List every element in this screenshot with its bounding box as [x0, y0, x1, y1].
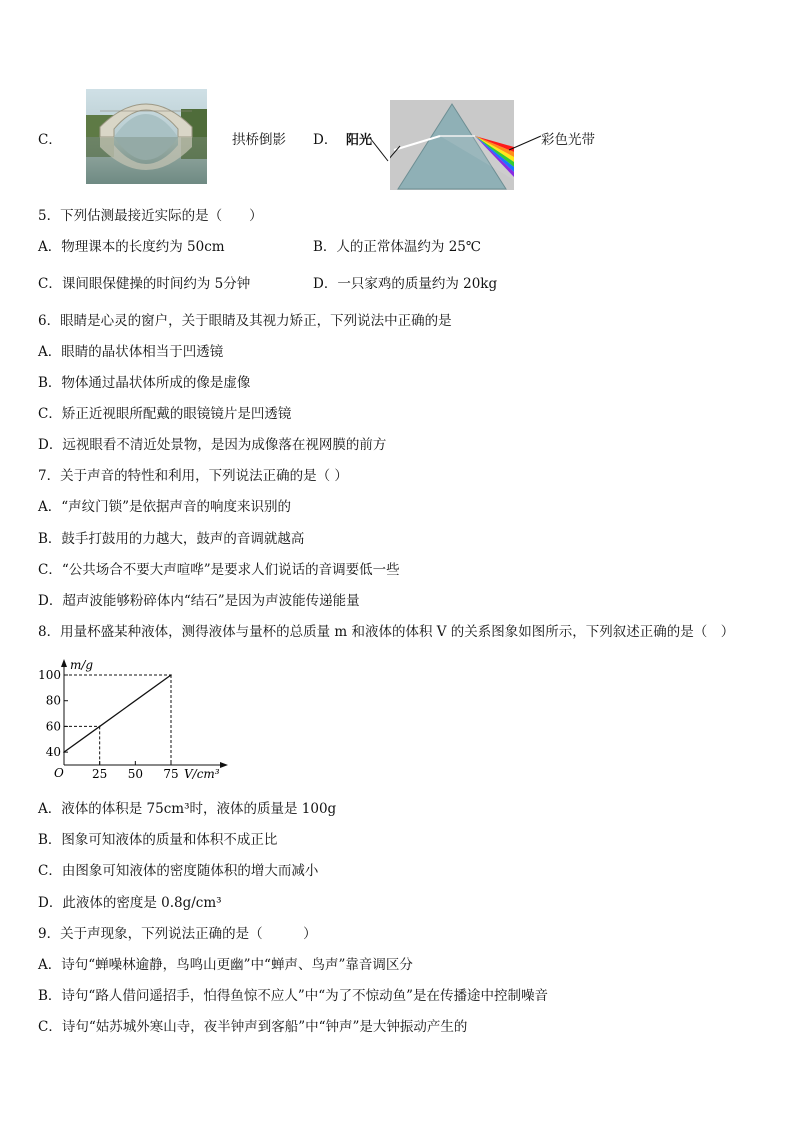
q9-option-a: A．诗句“蝉噪林逾静，鸟鸣山更幽”中“蝉声、鸟声”靠音调区分 [38, 957, 413, 973]
y-axis-label: m/g [70, 658, 94, 672]
q5-option-b: B．人的正常体温约为 25℃ [313, 239, 481, 255]
option-c-label: C． [38, 132, 62, 148]
series-line-m-v [64, 675, 171, 752]
x-axis-arrow [220, 762, 228, 768]
q8-stem: 8．用量杯盛某种液体，测得液体与量杯的总质量 m 和液体的体积 V 的关系图象如图所示，下列叙述正确的是（ ） [38, 624, 735, 640]
q8-option-b: B．图象可知液体的质量和体积不成正比 [38, 832, 278, 848]
q7-stem: 7．关于声音的特性和利用，下列说法正确的是（ ） [38, 468, 348, 484]
y-axis-arrow [61, 659, 67, 667]
x-tick-label-50: 50 [127, 767, 143, 781]
q8-option-a: A．液体的体积是 75cm³时，液体的质量是 100g [38, 801, 337, 817]
y-tick-label-100: 100 [38, 668, 61, 682]
y-tick-label-80: 80 [45, 693, 61, 708]
q7-option-c: C．“公共场合不要大声喧哗”是要求人们说话的音调要低一些 [38, 562, 400, 578]
q8-option-c: C．由图象可知液体的密度随体积的增大而减小 [38, 863, 319, 879]
sunlight-label: 阳光 [346, 133, 373, 148]
origin-label: O [54, 766, 64, 780]
band-pointer [505, 128, 545, 158]
color-band-caption: 彩色光带 [541, 132, 595, 148]
q6-option-c: C．矫正近视眼所配戴的眼镜镜片是凹透镜 [38, 406, 292, 422]
y-tick-label-40: 40 [45, 745, 61, 760]
q9-option-b: B．诗句“路人借问遥招手，怕得鱼惊不应人”中“为了不惊动鱼”是在传播途中控制噪音 [38, 988, 549, 1004]
y-tick-label-60: 60 [45, 719, 61, 734]
data-point-25 [99, 726, 101, 728]
option-d-label: D． [313, 132, 338, 148]
q7-option-b: B．鼓手打鼓用的力越大，鼓声的音调就越高 [38, 531, 305, 547]
sunlight-pointer [360, 128, 400, 168]
option-c-caption: 拱桥倒影 [232, 132, 286, 148]
prism-dispersion-figure [390, 100, 514, 190]
q6-option-b: B．物体通过晶状体所成的像是虚像 [38, 375, 251, 391]
q9-option-c: C．诗句“姑苏城外寒山寺，夜半钟声到客船”中“钟声”是大钟振动产生的 [38, 1019, 468, 1035]
q8-option-d: D．此液体的密度是 0.8g/cm³ [38, 895, 222, 911]
q6-option-d: D．远视眼看不清近处景物，是因为成像落在视网膜的前方 [38, 437, 387, 453]
q5-stem: 5．下列估测最接近实际的是（ ） [38, 208, 263, 224]
q6-option-a: A．眼睛的晶状体相当于凹透镜 [38, 344, 224, 360]
q6-stem: 6．眼睛是心灵的窗户，关于眼睛及其视力矫正，下列说法中正确的是 [38, 313, 452, 329]
q5-option-a: A．物理课本的长度约为 50cm [38, 239, 225, 255]
q7-option-a: A．“声纹门锁”是依据声音的响度来识别的 [38, 499, 292, 515]
q9-stem: 9．关于声现象，下列说法正确的是（ ） [38, 926, 317, 942]
data-point-0 [63, 751, 65, 753]
x-axis-label: V/cm³ [184, 767, 220, 781]
x-tick-label-25: 25 [92, 767, 108, 781]
q5-option-c: C．课间眼保健操的时间约为 5分钟 [38, 276, 251, 292]
arch-bridge-reflection-image [86, 89, 207, 184]
x-tick-label-75: 75 [163, 767, 179, 781]
data-point-75 [170, 674, 172, 676]
mass-volume-chart-svg [34, 657, 234, 785]
q7-option-d: D．超声波能够粉碎体内“结石”是因为声波能传递能量 [38, 593, 360, 609]
mass-volume-graph [34, 657, 234, 785]
q5-option-d: D．一只家鸡的质量约为 20kg [313, 276, 498, 292]
